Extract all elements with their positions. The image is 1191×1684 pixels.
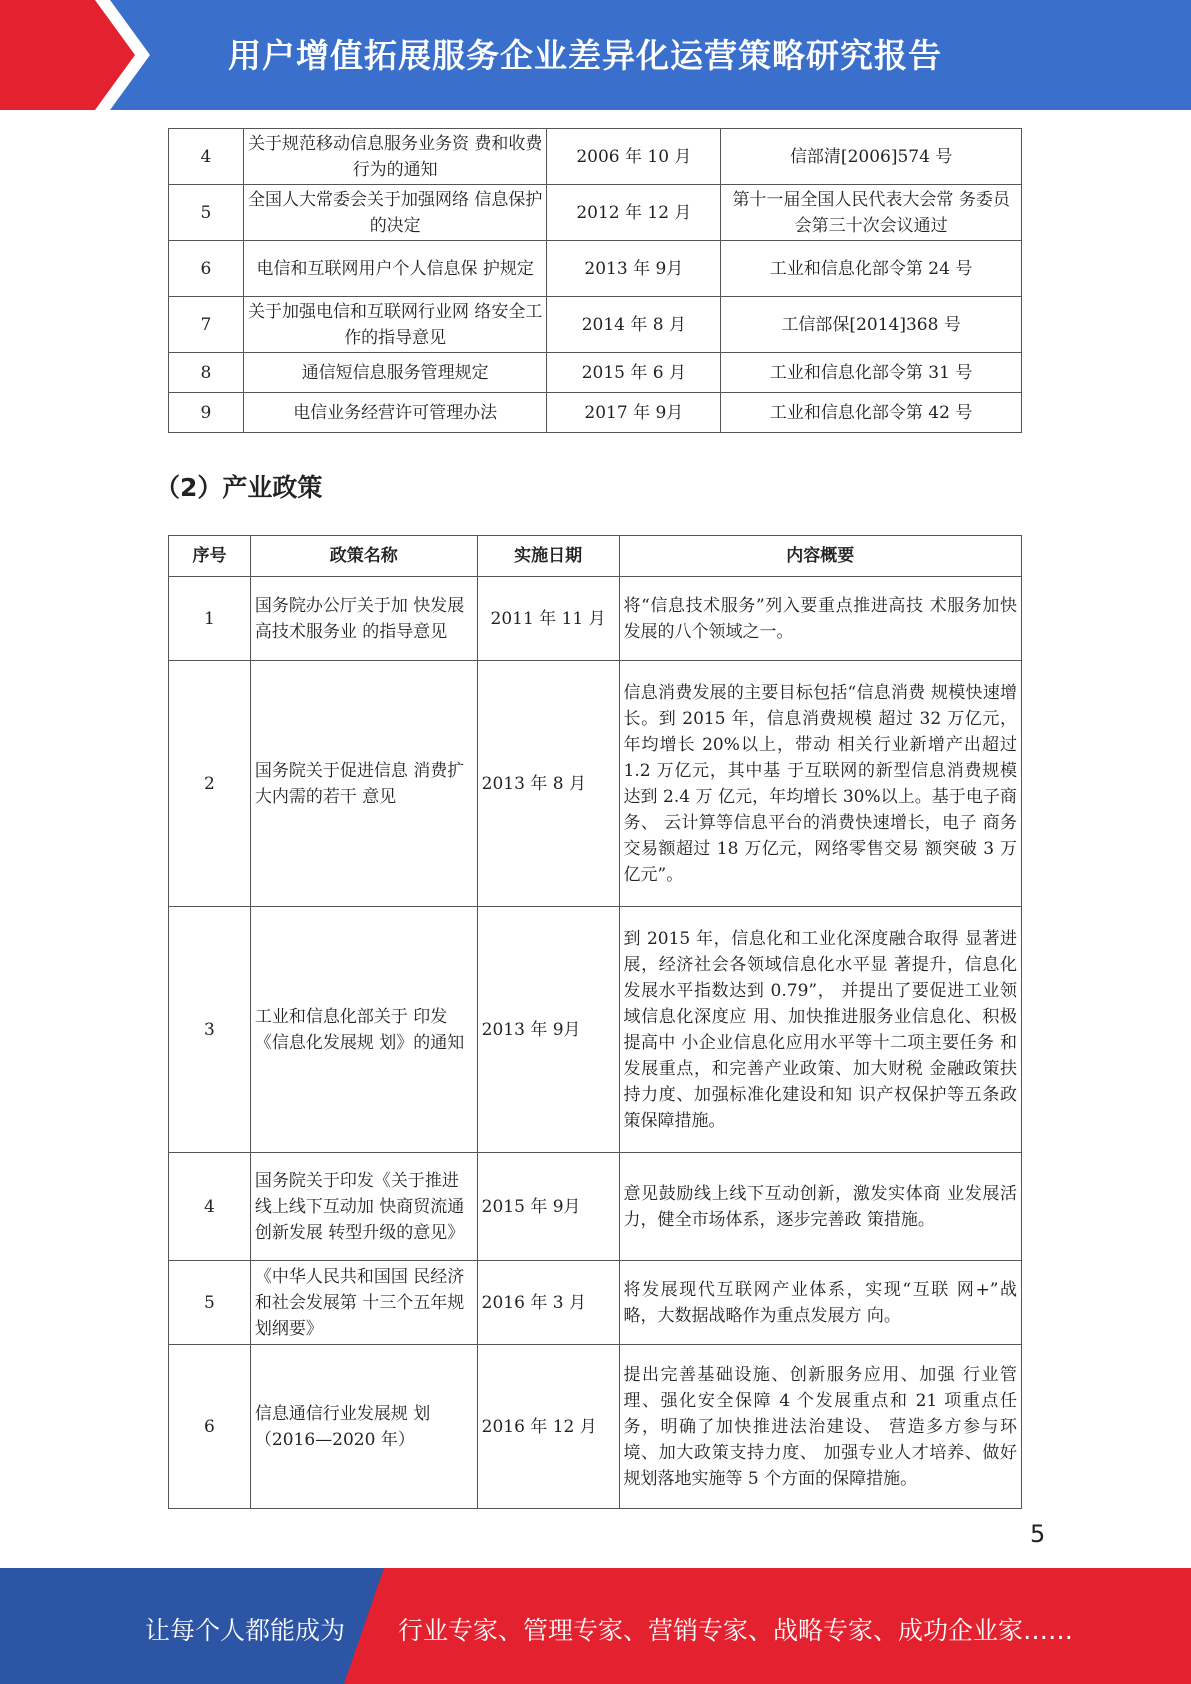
table-row — [169, 1153, 1022, 1261]
cell-date: 2015 年 9月 — [477, 1153, 619, 1261]
cell-name: 电信和互联网用户个人信息保 护规定 — [243, 241, 547, 297]
cell-no: 6 — [169, 1345, 251, 1509]
cell-name: 信息通信行业发展规 划（2016—2020 年） — [250, 1345, 477, 1509]
cell-name: 国务院关于促进信息 消费扩大内需的若干 意见 — [250, 661, 477, 907]
cell-name: 《中华人民共和国国 民经济和社会发展第 十三个五年规划纲要》 — [250, 1261, 477, 1345]
cell-no: 6 — [169, 241, 244, 297]
footer-slogan-left: 让每个人都能成为 — [145, 1616, 346, 1645]
table-row — [169, 661, 1022, 907]
cell-doc: 信部清[2006]574 号 — [721, 129, 1022, 185]
cell-name: 工业和信息化部关于 印发《信息化发展规 划》的通知 — [250, 907, 477, 1153]
cell-doc: 工业和信息化部令第 31 号 — [721, 353, 1022, 393]
cell-name: 全国人大常委会关于加强网络 信息保护的决定 — [243, 185, 547, 241]
policy-table — [168, 535, 1022, 1509]
cell-no: 1 — [169, 577, 251, 661]
table-row — [169, 185, 1022, 241]
cell-date: 2014 年 8 月 — [547, 297, 721, 353]
table-row — [169, 1345, 1022, 1509]
table-row — [169, 353, 1022, 393]
cell-name: 电信业务经营许可管理办法 — [243, 393, 547, 433]
table-header-row — [169, 536, 1022, 577]
laws-table — [168, 128, 1022, 433]
table-row — [169, 241, 1022, 297]
section-heading: （2）产业政策 — [155, 473, 323, 502]
cell-name: 国务院关于印发《关于推进线上线下互动加 快商贸流通创新发展 转型升级的意见》 — [250, 1153, 477, 1261]
cell-date: 2017 年 9月 — [547, 393, 721, 433]
header-date: 实施日期 — [477, 536, 619, 577]
page-header — [0, 0, 1191, 110]
cell-date: 2013 年 9月 — [547, 241, 721, 297]
table-row — [169, 297, 1022, 353]
footer-slogan-right: 行业专家、管理专家、营销专家、战略专家、成功企业家…… — [398, 1616, 1074, 1645]
cell-summary: 到 2015 年，信息化和工业化深度融合取得 显著进展，经济社会各领域信息化水平显 著提升，信息化发展水平指数达到 0.79”， 并提出了要促进工业领域信息化深度应 用、加快推进服务业信息化、积极提高中 小企业信息化应用水平等十二项主要任务 和发展重点，和完善产业政策、加大财税 金融政策扶持力度、加强标准化建设和知 识产权保护等五条政策保障措施。 — [619, 907, 1022, 1153]
table-row — [169, 907, 1022, 1153]
cell-no: 4 — [169, 1153, 251, 1261]
header-name: 政策名称 — [250, 536, 477, 577]
cell-summary: 将发展现代互联网产业体系，实现“互联 网+”战略，大数据战略作为重点发展方 向。 — [619, 1261, 1022, 1345]
cell-no: 5 — [169, 1261, 251, 1345]
table-row — [169, 129, 1022, 185]
cell-date: 2013 年 8 月 — [477, 661, 619, 907]
cell-date: 2016 年 12 月 — [477, 1345, 619, 1509]
cell-name: 国务院办公厅关于加 快发展高技术服务业 的指导意见 — [250, 577, 477, 661]
cell-name: 通信短信息服务管理规定 — [243, 353, 547, 393]
header-arrow-decoration — [0, 0, 150, 110]
cell-date: 2015 年 6 月 — [547, 353, 721, 393]
cell-date: 2013 年 9月 — [477, 907, 619, 1153]
cell-doc: 工业和信息化部令第 42 号 — [721, 393, 1022, 433]
cell-doc: 工信部保[2014]368 号 — [721, 297, 1022, 353]
cell-no: 3 — [169, 907, 251, 1153]
cell-date: 2006 年 10 月 — [547, 129, 721, 185]
table-row — [169, 393, 1022, 433]
header-no: 序号 — [169, 536, 251, 577]
cell-date: 2011 年 11 月 — [477, 577, 619, 661]
cell-doc: 第十一届全国人民代表大会常 务委员会第三十次会议通过 — [721, 185, 1022, 241]
cell-date: 2016 年 3 月 — [477, 1261, 619, 1345]
table-row — [169, 1261, 1022, 1345]
cell-name: 关于规范移动信息服务业务资 费和收费行为的通知 — [243, 129, 547, 185]
cell-summary: 提出完善基础设施、创新服务应用、加强 行业管理、强化安全保障 4 个发展重点和 21 项重点任务，明确了加快推进法治建设、 营造多方参与环境、加大政策支持力度、 加强专业人才培养、做好规划落地实施等 5 个方面的保障措施。 — [619, 1345, 1022, 1509]
page-number: 5 — [1030, 1520, 1046, 1548]
cell-no: 9 — [169, 393, 244, 433]
cell-no: 4 — [169, 129, 244, 185]
cell-summary: 将“信息技术服务”列入要重点推进高技 术服务加快发展的八个领域之一。 — [619, 577, 1022, 661]
report-title: 用户增值拓展服务企业差异化运营策略研究报告 — [228, 36, 942, 75]
cell-name: 关于加强电信和互联网行业网 络安全工作的指导意见 — [243, 297, 547, 353]
cell-date: 2012 年 12 月 — [547, 185, 721, 241]
cell-no: 8 — [169, 353, 244, 393]
cell-no: 2 — [169, 661, 251, 907]
table-row — [169, 577, 1022, 661]
cell-summary: 信息消费发展的主要目标包括“信息消费 规模快速增长。到 2015 年，信息消费规模 超过 32 万亿元，年均增长 20%以上，带动 相关行业新增产出超过 1.2 万亿元，其中基 于互联网的新型信息消费规模达到 2.4 万 亿元，年均增长 30%以上。基于电子商务、 云计算等信息平台的消费快速增长，电子 商务交易额超过 18 万亿元，网络零售交易 额突破 3 万亿元”。 — [619, 661, 1022, 907]
cell-no: 5 — [169, 185, 244, 241]
cell-doc: 工业和信息化部令第 24 号 — [721, 241, 1022, 297]
cell-no: 7 — [169, 297, 244, 353]
cell-summary: 意见鼓励线上线下互动创新，激发实体商 业发展活力，健全市场体系，逐步完善政 策措施。 — [619, 1153, 1022, 1261]
header-summary: 内容概要 — [619, 536, 1022, 577]
